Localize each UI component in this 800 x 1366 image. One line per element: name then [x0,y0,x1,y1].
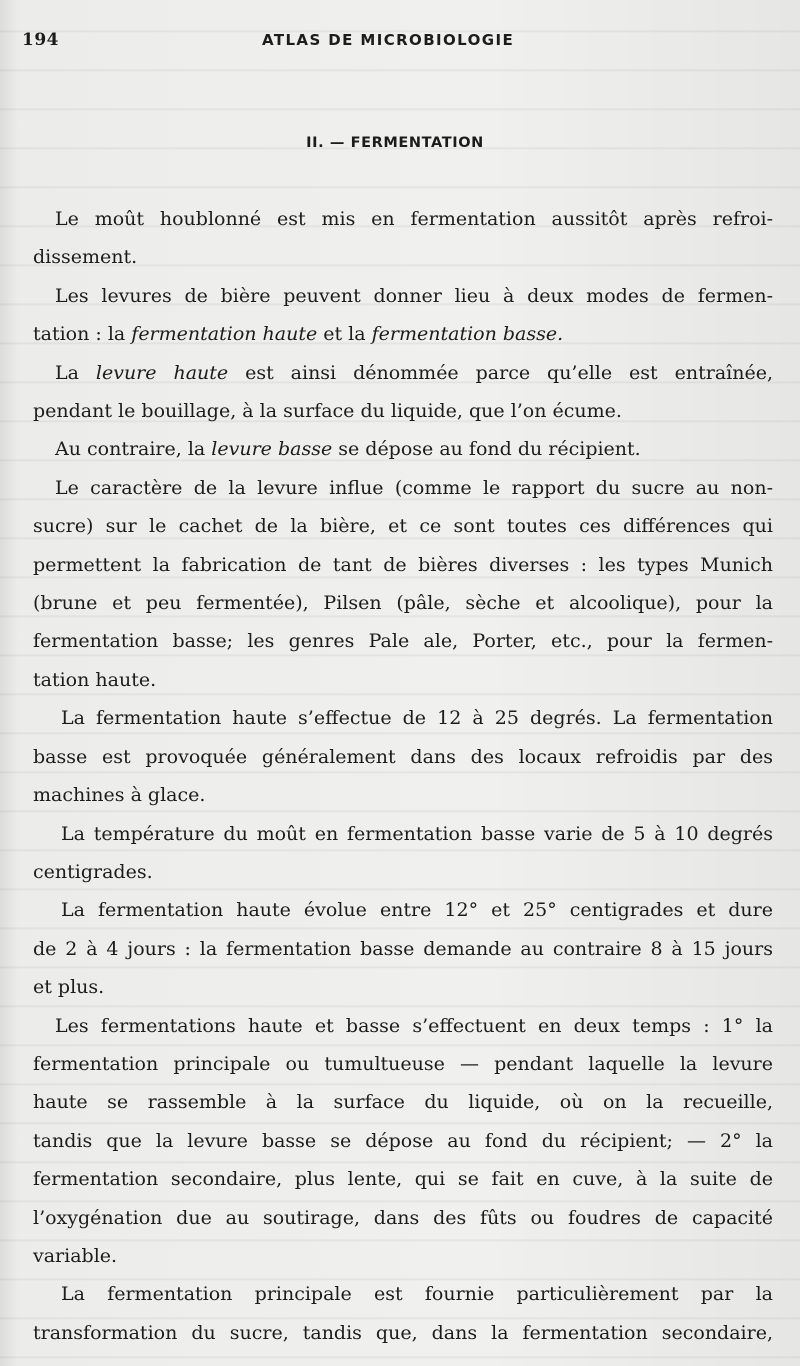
italic-term: fermentation basse. [371,323,564,346]
paragraph [33,1275,773,1352]
text-line: La température du moût en fermentation basse varie de 5 à 10 degrés [61,822,773,845]
running-header [0,28,800,58]
running-title: ATLAS DE MICROBIOLOGIE [262,31,515,49]
paragraph [33,469,773,699]
text-line: pendant le bouillage, à la surface du liquide, que l’on écume. [33,400,622,423]
text-line: Les levures de bière peuvent donner lieu à deux modes de fermen- [55,284,773,307]
text-line: Les fermentations haute et basse s’effectuent en deux temps : 1° la [55,1014,773,1037]
text-line: centigrades. [33,860,153,883]
text-line: fermentation principale ou tumultueuse — pendant laquelle la levure [33,1052,773,1075]
text-line: permettent la fabrication de tant de bières diverses : les types Munich [33,553,773,576]
text-line: tandis que la levure basse se dépose au fond du récipient; — 2° la [33,1129,773,1152]
text-line: haute se rassemble à la surface du liquide, où on la recueille, [33,1091,773,1114]
italic-term: levure basse [211,438,333,461]
text-line: La fermentation haute évolue entre 12° et 25° centigrades et dure [61,899,773,922]
text-line: variable. [33,1244,118,1267]
text-run: Au contraire, la [55,438,212,461]
text-run: se dépose au fond du récipient. [332,438,641,461]
page-number: 194 [22,30,59,50]
text-line [33,354,773,392]
paragraph [33,354,773,431]
section-heading: II. — FERMENTATION [306,135,484,151]
paragraph [33,200,773,277]
text-line: et plus. [33,976,105,999]
text-line: dissement. [33,246,138,269]
paragraph [33,891,773,1006]
text-line: l’oxygénation due au soutirage, dans des fûts ou foudres de capacité [33,1206,773,1229]
text-line: Le moût houblonné est mis en fermentation aussitôt après refroi- [55,208,773,230]
text-line: de 2 à 4 jours : la fermentation basse demande au contraire 8 à 15 jours [33,937,773,960]
italic-term: fermentation haute [131,323,318,346]
text-line: sucre) sur le cachet de la bière, et ce sont toutes ces différences qui [33,515,773,538]
text-line: tation haute. [33,668,157,691]
text-line: fermentation basse; les genres Pale ale, Porter, etc., pour la fermen- [33,630,773,653]
text-line: fermentation secondaire, plus lente, qui se fait en cuve, à la suite de [33,1168,773,1191]
text-line: transformation du sucre, tandis que, dans la fermentation secondaire, [33,1321,773,1344]
text-run: La [55,361,96,384]
paragraph [33,699,773,814]
text-line [33,315,773,353]
text-run: et la [317,323,372,346]
paragraph [33,430,773,468]
text-run: est ainsi dénommée parce qu’elle est entraînée, [228,361,773,384]
paragraph [33,1007,773,1276]
text-line: basse est provoquée généralement dans des locaux refroidis par des [33,745,773,768]
text-line: La fermentation haute s’effectue de 12 à 25 degrés. La fermentation [61,707,773,730]
text-line: machines à glace. [33,784,206,807]
paragraph [33,815,773,892]
text-line: (brune et peu fermentée), Pilsen (pâle, sèche et alcoolique), pour la [33,592,773,615]
text-line: La fermentation principale est fournie particulièrement par la [61,1283,773,1306]
paragraph [33,277,773,354]
italic-term: levure haute [95,361,229,384]
text-line: Le caractère de la levure influe (comme le rapport du sucre au non- [55,476,773,499]
text-run: tation : la [33,323,132,346]
text-line [33,430,773,468]
body-text [33,200,773,1352]
